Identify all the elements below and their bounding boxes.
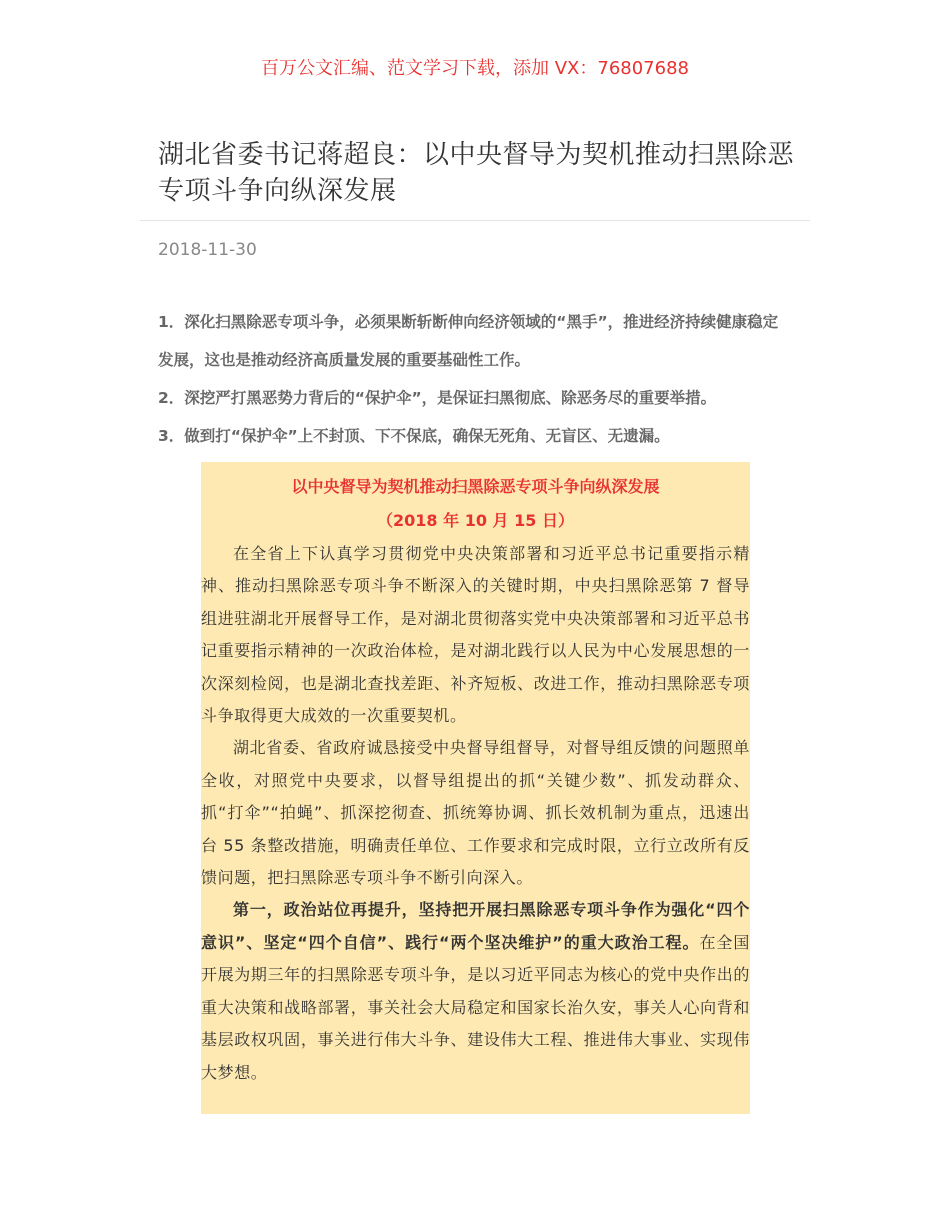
article-date-line: （2018 年 10 月 15 日） (377, 511, 574, 530)
key-point-1: 1．深化扫黑除恶专项斗争，必须果断斩断伸向经济领域的“黑手”，推进经济持续健康稳定发展，这也是推动经济高质量发展的重要基础性工作。 (158, 313, 779, 369)
article-body (201, 538, 750, 1089)
key-point-3: 3．做到打“保护伞”上不封顶、下不保底，确保无死角、无盲区、无遗漏。 (158, 427, 670, 445)
article-paragraph-3 (201, 894, 750, 1088)
publish-date: 2018-11-30 (158, 240, 257, 260)
article-paragraph-1: 在全省上下认真学习贯彻党中央决策部署和习近平总书记重要指示精神、推动扫黑除恶专项斗争不断深入的关键时期，中央扫黑除恶第 7 督导组进驻湖北开展督导工作，是对湖北贯彻落实党中央决策部署和习近平总书记重要指示精神的一次政治体检，是对湖北践行以人民为中心发展思想的一次深刻检阅，也是湖北查找差距、补齐短板、改进工作，推动扫黑除恶专项斗争取得更大成效的一次重要契机。 (201, 544, 750, 726)
article-title: 湖北省委书记蒋超良：以中央督导为契机推动扫黑除恶专项斗争向纵深发展 (158, 140, 795, 206)
paragraph-3-lead: 第一，政治站位再提升，坚持把开展扫黑除恶专项斗争作为强化“四个意识”、坚定“四个自信”、践行“两个坚决维护”的重大政治工程。 (201, 900, 750, 952)
article-paragraph-2: 湖北省委、省政府诚恳接受中央督导组督导，对督导组反馈的问题照单全收，对照党中央要求，以督导组提出的抓“关键少数”、抓发动群众、抓“打伞”“拍蝇”、抓深挖彻查、抓统筹协调、抓长效机制为重点，迅速出台 55 条整改措施，明确责任单位、工作要求和完成时限，立行立改所有反馈问题，把扫黑除恶专项斗争不断引向深入。 (201, 738, 750, 888)
paragraph-3-rest: 在全国开展为期三年的扫黑除恶专项斗争，是以习近平同志为核心的党中央作出的重大决策和战略部署，事关社会大局稳定和国家长治久安，事关人心向背和基层政权巩固，事关进行伟大斗争、建设伟大工程、推进伟大事业、实现伟大梦想。 (201, 932, 750, 1082)
title-divider (140, 220, 810, 221)
key-points-list (158, 303, 788, 455)
promo-banner: 百万公文汇编、范文学习下载，添加 VX：76807688 (261, 58, 689, 79)
highlighted-article (201, 462, 750, 1114)
key-point-2: 2．深挖严打黑恶势力背后的“保护伞”，是保证扫黑彻底、除恶务尽的重要举措。 (158, 389, 717, 407)
article-heading: 以中央督导为契机推动扫黑除恶专项斗争向纵深发展 (291, 477, 660, 496)
